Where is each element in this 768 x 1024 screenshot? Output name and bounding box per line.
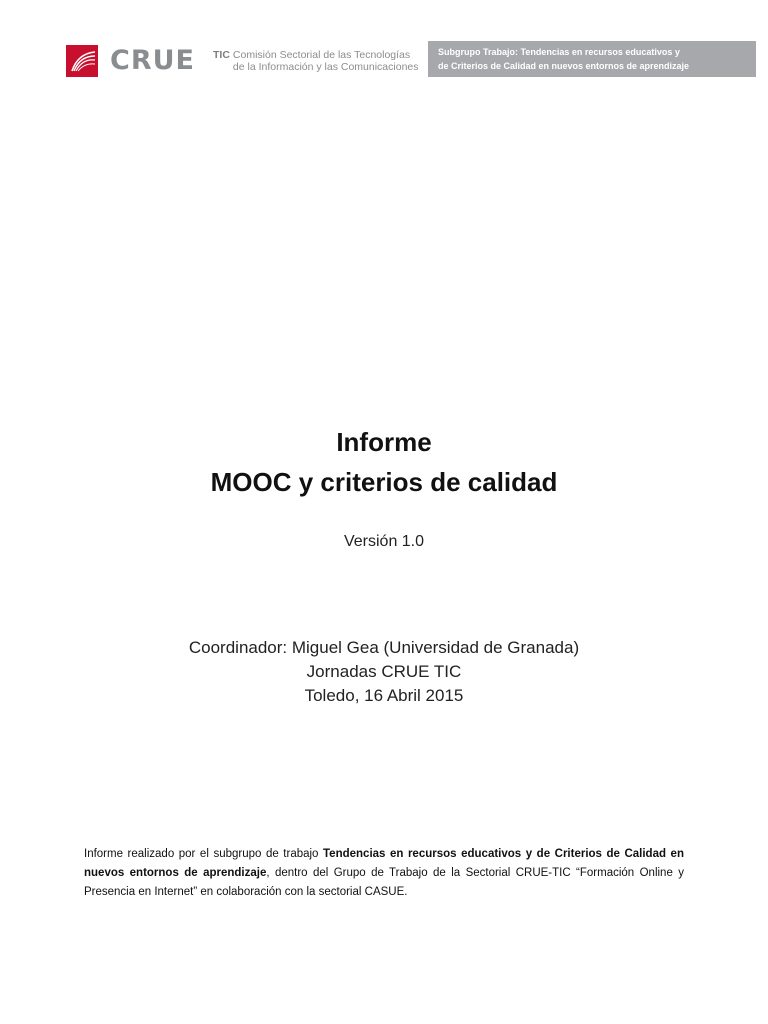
banner-line-2: de Criterios de Calidad en nuevos entornos de aprendizaje bbox=[438, 61, 690, 71]
document-title-line-2: MOOC y criterios de calidad bbox=[210, 467, 558, 497]
logo-tic-line-1: Comisión Sectorial de las Tecnologías bbox=[232, 49, 411, 61]
footer-text-part-2: , dentro del Grupo de Trabajo de la Sectorial CRUE-TIC “Formación Online y Presencia en Internet” en colaboración con la sectorial CASUE. bbox=[84, 867, 685, 898]
footer-note bbox=[84, 845, 684, 902]
document-meta bbox=[0, 636, 768, 708]
footer-text-part-1: Informe realizado por el subgrupo de trabajo bbox=[84, 848, 324, 860]
subgroup-banner bbox=[428, 41, 756, 77]
coordinator-line: Coordinador: Miguel Gea (Universidad de Granada) bbox=[188, 638, 580, 657]
logo-wordmark: CRUE bbox=[110, 45, 195, 76]
crue-logo bbox=[66, 44, 419, 78]
title-block bbox=[0, 422, 768, 502]
document-title-line-1: Informe bbox=[336, 427, 432, 457]
logo-tic-line-2: de la Información y las Comunicaciones bbox=[232, 61, 419, 73]
crue-emblem-icon bbox=[66, 45, 98, 77]
logo-tic-label: TIC bbox=[212, 49, 230, 61]
event-line: Jornadas CRUE TIC bbox=[306, 662, 462, 681]
document-version: Versión 1.0 bbox=[343, 533, 425, 550]
banner-line-1: Subgrupo Trabajo: Tendencias en recursos educativos y bbox=[438, 47, 680, 57]
footer-text-bold: Tendencias en recursos educativos y de Criterios de Calidad en nuevos entornos de aprendizaje bbox=[84, 848, 684, 879]
logo-tic-description bbox=[233, 49, 419, 73]
place-date-line: Toledo, 16 Abril 2015 bbox=[304, 686, 464, 705]
logo-tic-block bbox=[213, 49, 419, 73]
page-header bbox=[0, 0, 768, 96]
